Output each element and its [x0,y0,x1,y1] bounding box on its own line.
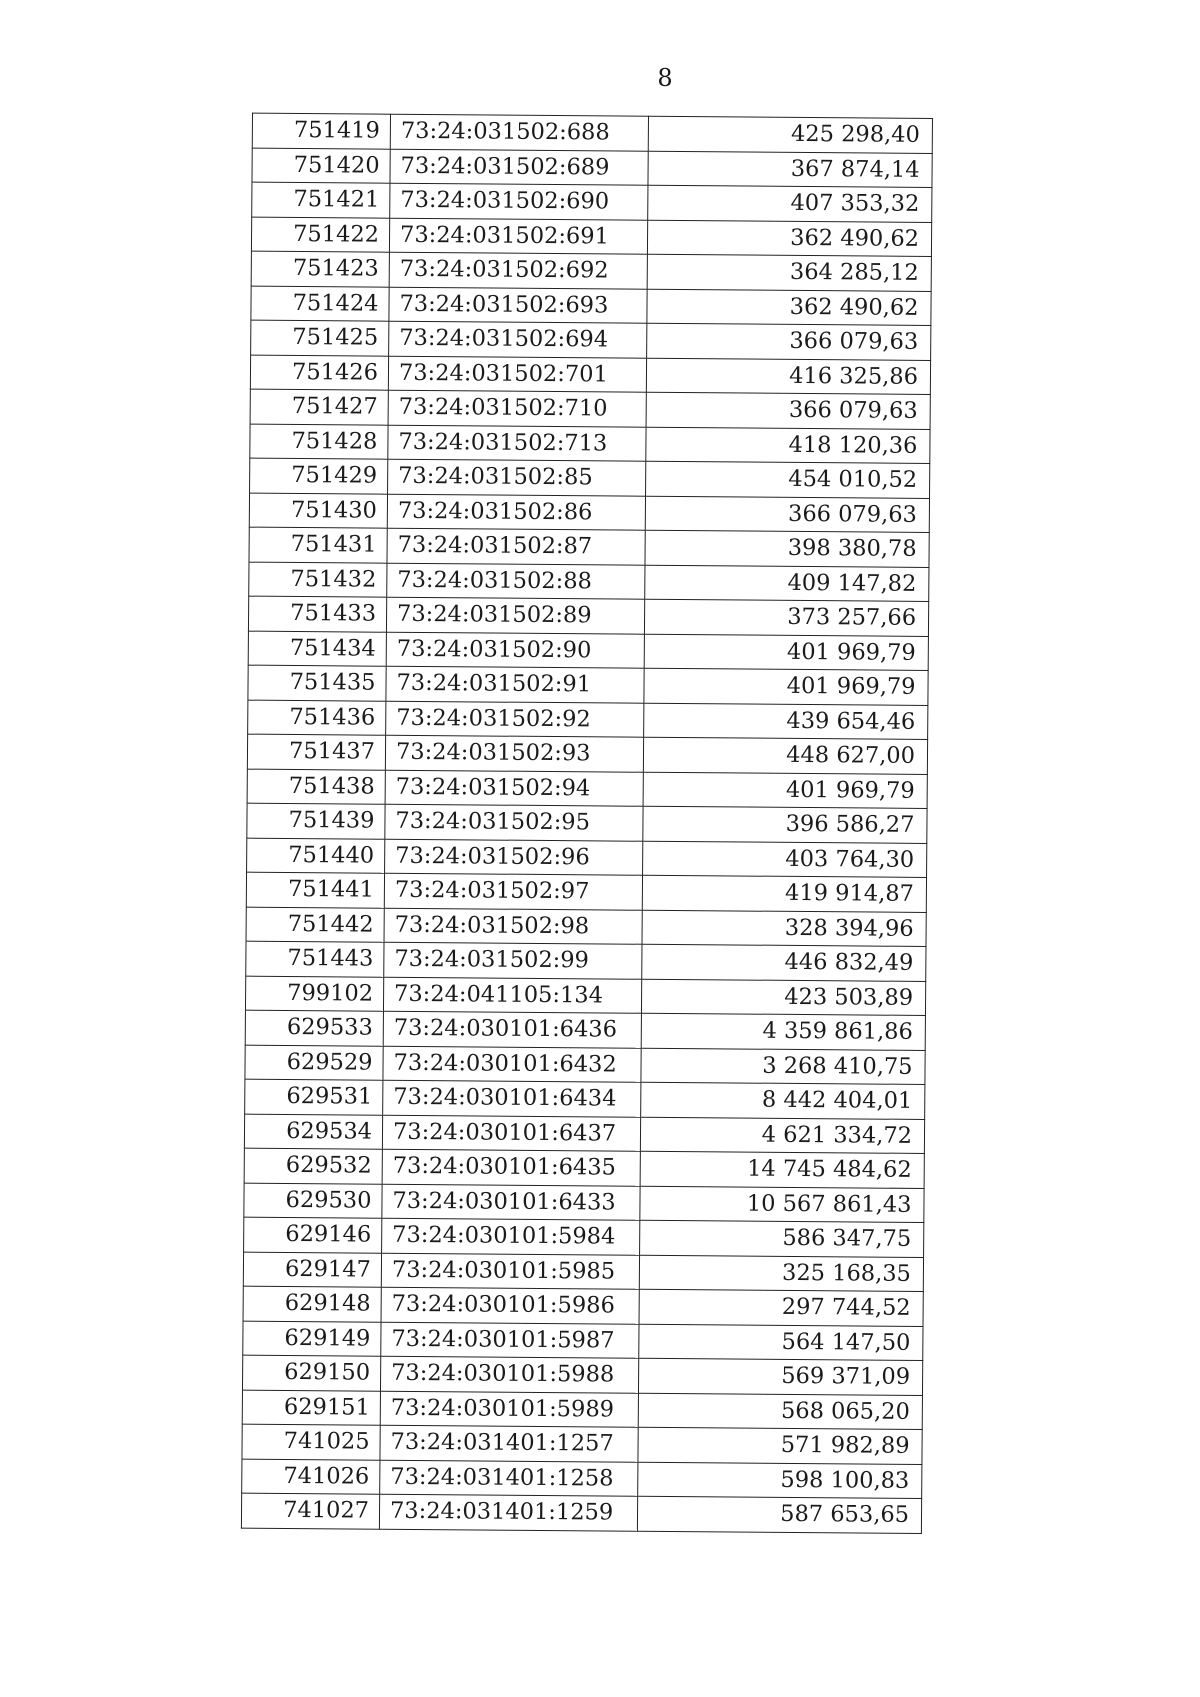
row-id-cell: 629151 [242,1390,380,1426]
row-id-cell: 751438 [247,769,385,805]
table-row [243,1286,923,1326]
row-id-cell: 751441 [246,872,384,908]
table-row [249,562,929,602]
cadastral-number-cell: 73:24:030101:6435 [382,1149,640,1186]
table-row [242,1355,922,1395]
row-id-cell: 751432 [249,562,387,598]
cadastral-number-cell: 73:24:031401:1259 [379,1494,637,1531]
row-id-cell: 751435 [248,665,386,701]
table-row [250,355,930,395]
row-id-cell: 751424 [251,286,389,322]
table-row [245,976,925,1016]
row-id-cell: 629150 [242,1355,380,1391]
value-cell: 448 627,00 [643,737,927,774]
row-id-cell: 629532 [244,1148,382,1184]
cadastral-number-cell: 73:24:031502:690 [390,183,648,220]
value-cell: 569 371,09 [638,1358,922,1395]
cadastral-number-cell: 73:24:031502:98 [384,908,642,945]
row-id-cell: 751428 [250,424,388,460]
value-cell: 362 490,62 [647,289,931,326]
value-cell: 4 621 334,72 [640,1117,924,1154]
cadastral-number-cell: 73:24:030101:5984 [382,1218,640,1255]
cadastral-number-cell: 73:24:031502:688 [390,114,648,151]
cadastral-number-cell: 73:24:031502:94 [385,770,643,807]
cadastral-number-cell: 73:24:030101:6434 [383,1080,641,1117]
cadastral-number-cell: 73:24:030101:6433 [382,1184,640,1221]
table-row [250,389,930,429]
row-id-cell: 751420 [252,148,390,184]
cadastral-number-cell: 73:24:030101:5986 [381,1287,639,1324]
cadastral-number-cell: 73:24:030101:5989 [380,1391,638,1428]
row-id-cell: 751439 [247,803,385,839]
table-row [245,1010,925,1050]
value-cell: 587 653,65 [637,1496,921,1533]
value-cell: 10 567 861,43 [640,1186,924,1223]
value-cell: 418 120,36 [646,427,930,464]
cadastral-number-cell: 73:24:031502:96 [385,839,643,876]
value-cell: 366 079,63 [646,392,930,429]
table-row [252,113,932,153]
cadastral-number-cell: 73:24:031502:710 [388,390,646,427]
row-id-cell: 741026 [242,1459,380,1495]
row-id-cell: 751443 [246,941,384,977]
row-id-cell: 629531 [245,1079,383,1115]
cadastral-number-cell: 73:24:031502:694 [389,321,647,358]
row-id-cell: 629529 [245,1045,383,1081]
table-row [244,1183,924,1223]
table-row [244,1114,924,1154]
row-id-cell: 629147 [243,1252,381,1288]
table-row [247,734,927,774]
table-row [244,1217,924,1257]
cadastral-number-cell: 73:24:031502:87 [387,528,645,565]
row-id-cell: 751423 [251,251,389,287]
table-row [247,803,927,843]
value-cell: 403 764,30 [643,841,927,878]
table-row [250,458,930,498]
value-cell: 407 353,32 [648,185,932,222]
value-cell: 367 874,14 [648,151,932,188]
cadastral-number-cell: 73:24:031502:91 [386,666,644,703]
value-cell: 446 832,49 [642,944,926,981]
value-cell: 454 010,52 [646,461,930,498]
value-cell: 425 298,40 [648,116,932,153]
value-cell: 328 394,96 [642,910,926,947]
row-id-cell: 629146 [244,1217,382,1253]
value-cell: 423 503,89 [641,979,925,1016]
table-row [251,320,931,360]
table-row [248,700,928,740]
value-cell: 401 969,79 [644,634,928,671]
row-id-cell: 751442 [246,907,384,943]
table-row [251,286,931,326]
value-cell: 401 969,79 [643,772,927,809]
table-row [246,941,926,981]
row-id-cell: 629534 [244,1114,382,1150]
cadastral-number-cell: 73:24:041105:134 [383,977,641,1014]
row-id-cell: 751431 [249,527,387,563]
row-id-cell: 751421 [252,182,390,218]
cadastral-number-cell: 73:24:031401:1257 [380,1425,638,1462]
cadastral-number-cell: 73:24:031502:89 [386,597,644,634]
table-row [252,148,932,188]
row-id-cell: 629533 [245,1010,383,1046]
table-container [241,113,933,1534]
cadastral-number-cell: 73:24:030101:5985 [381,1253,639,1290]
row-id-cell: 751426 [250,355,388,391]
cadastral-number-cell: 73:24:031502:85 [388,459,646,496]
value-cell: 409 147,82 [645,565,929,602]
table-row [249,493,929,533]
table-row [251,251,931,291]
value-cell: 598 100,83 [638,1462,922,1499]
row-id-cell: 751422 [251,217,389,253]
table-row [244,1148,924,1188]
table-row [246,907,926,947]
table-row [248,631,928,671]
value-cell: 396 586,27 [643,806,927,843]
row-id-cell: 751425 [251,320,389,356]
page-number: 8 [657,64,673,92]
value-cell: 366 079,63 [645,496,929,533]
value-cell: 439 654,46 [644,703,928,740]
cadastral-number-cell: 73:24:031502:95 [385,804,643,841]
row-id-cell: 751440 [247,838,385,874]
value-cell: 398 380,78 [645,530,929,567]
table-row [245,1045,925,1085]
value-cell: 325 168,35 [639,1255,923,1292]
cadastral-number-cell: 73:24:030101:6436 [383,1011,641,1048]
value-cell: 401 969,79 [644,668,928,705]
row-id-cell: 799102 [245,976,383,1012]
cadastral-number-cell: 73:24:031502:693 [389,287,647,324]
table-body [241,113,932,1533]
cadastral-number-cell: 73:24:031502:99 [384,942,642,979]
table-row [249,527,929,567]
cadastral-number-cell: 73:24:031401:1258 [380,1460,638,1497]
table-row [241,1493,921,1533]
table-row [246,872,926,912]
value-cell: 373 257,66 [644,599,928,636]
table-row [248,665,928,705]
row-id-cell: 751436 [248,700,386,736]
value-cell: 586 347,75 [640,1220,924,1257]
row-id-cell: 751427 [250,389,388,425]
cadastral-number-cell: 73:24:031502:93 [385,735,643,772]
value-cell: 571 982,89 [638,1427,922,1464]
cadastral-number-cell: 73:24:031502:713 [388,425,646,462]
table-row [251,217,931,257]
row-id-cell: 751434 [248,631,386,667]
row-id-cell: 741025 [242,1424,380,1460]
cadastral-number-cell: 73:24:031502:691 [389,218,647,255]
value-cell: 416 325,86 [646,358,930,395]
cadastral-number-cell: 73:24:031502:90 [386,632,644,669]
value-cell: 3 268 410,75 [641,1048,925,1085]
table-row [243,1321,923,1361]
row-id-cell: 751419 [252,113,390,149]
row-id-cell: 629149 [243,1321,381,1357]
row-id-cell: 741027 [241,1493,379,1529]
table-row [247,838,927,878]
table-row [248,596,928,636]
row-id-cell: 751429 [250,458,388,494]
cadastral-number-cell: 73:24:031502:92 [386,701,644,738]
cadastral-number-cell: 73:24:031502:701 [388,356,646,393]
value-cell: 419 914,87 [642,875,926,912]
row-id-cell: 751437 [247,734,385,770]
row-id-cell: 629530 [244,1183,382,1219]
value-cell: 8 442 404,01 [641,1082,925,1119]
table-row [242,1390,922,1430]
table-row [243,1252,923,1292]
cadastral-number-cell: 73:24:031502:689 [390,149,648,186]
cadastral-number-cell: 73:24:030101:6432 [383,1046,641,1083]
cadastral-number-cell: 73:24:030101:5987 [381,1322,639,1359]
table-row [242,1459,922,1499]
value-cell: 364 285,12 [647,254,931,291]
table-row [242,1424,922,1464]
cadastral-number-cell: 73:24:030101:6437 [382,1115,640,1152]
cadastral-number-cell: 73:24:031502:692 [389,252,647,289]
table-row [245,1079,925,1119]
value-cell: 4 359 861,86 [641,1013,925,1050]
value-cell: 366 079,63 [647,323,931,360]
value-cell: 362 490,62 [647,220,931,257]
value-cell: 564 147,50 [639,1324,923,1361]
table-row [247,769,927,809]
cadastral-number-cell: 73:24:031502:88 [387,563,645,600]
value-cell: 14 745 484,62 [640,1151,924,1188]
cadastral-number-cell: 73:24:030101:5988 [380,1356,638,1393]
table-row [250,424,930,464]
cadastral-number-cell: 73:24:031502:86 [387,494,645,531]
cadastral-number-cell: 73:24:031502:97 [384,873,642,910]
cadastral-value-table [241,113,933,1534]
table-row [252,182,932,222]
row-id-cell: 751433 [248,596,386,632]
value-cell: 297 744,52 [639,1289,923,1326]
row-id-cell: 629148 [243,1286,381,1322]
row-id-cell: 751430 [249,493,387,529]
value-cell: 568 065,20 [638,1393,922,1430]
